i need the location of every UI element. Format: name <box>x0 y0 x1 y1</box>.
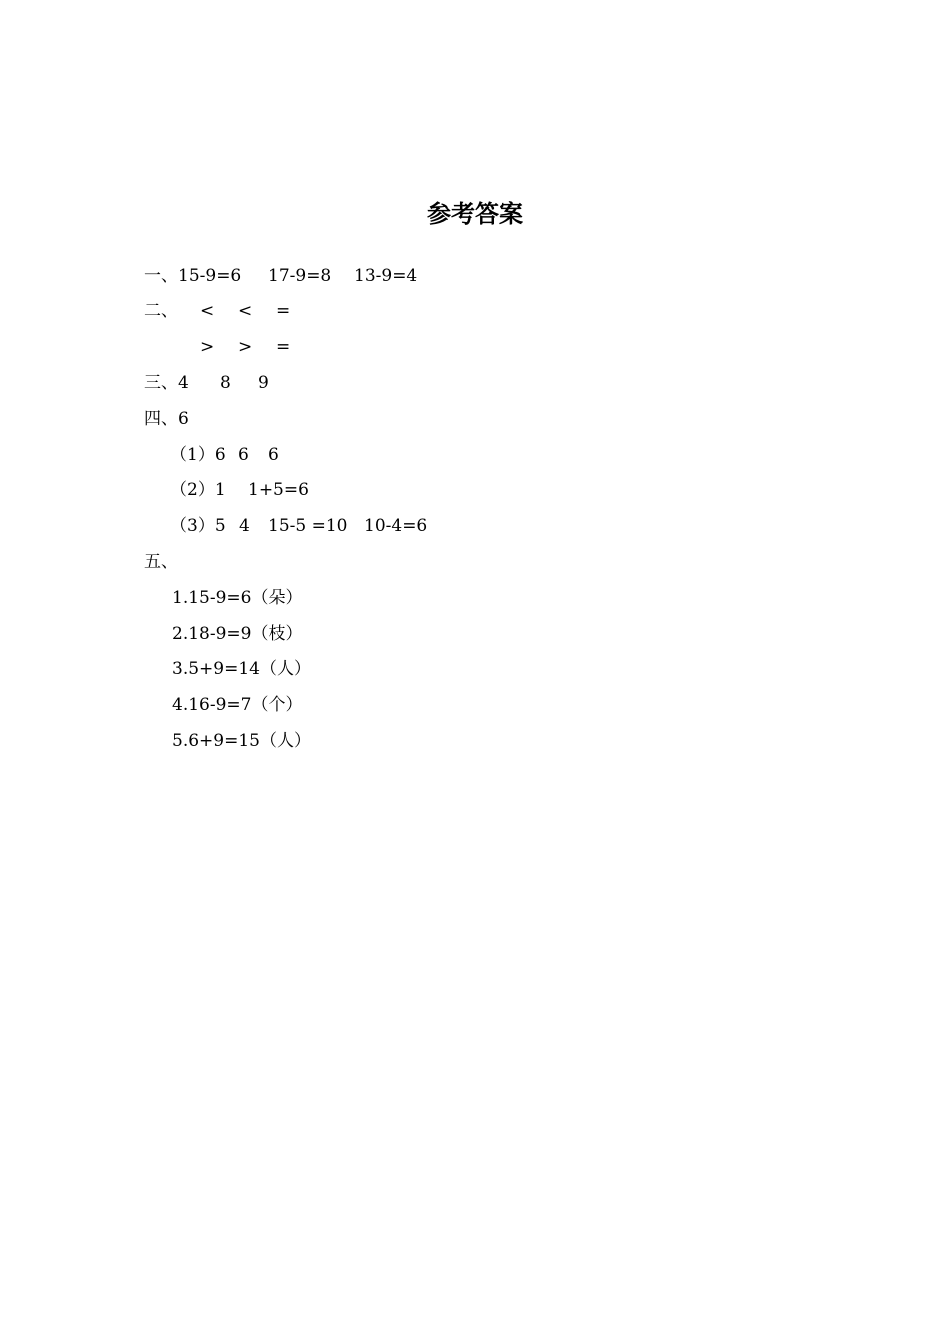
section-2-row2-symbol-1: > <box>200 337 215 357</box>
section-4-q3-answer-2: 4 <box>239 516 250 536</box>
section-2-label: 二、 <box>144 301 178 321</box>
section-5-item-1: 1.15-9=6（朵） <box>172 588 303 608</box>
section-5-label: 五、 <box>144 552 178 572</box>
section-5-item-3: 3.5+9=14（人） <box>172 659 311 679</box>
section-4-q3-answer-4: 10-4=6 <box>364 516 428 536</box>
section-5-item-5: 5.6+9=15（人） <box>172 731 311 751</box>
section-5-item-4: 4.16-9=7（个） <box>172 695 303 715</box>
section-2-row1-symbol-1: < <box>200 301 215 321</box>
section-4-q1-answer-2: 6 <box>238 445 249 465</box>
section-1-answer-2: 17-9=8 <box>268 266 332 286</box>
section-4-q2-answer-1: （2）1 <box>170 480 226 500</box>
section-4-q1-answer-3: 6 <box>268 445 279 465</box>
section-1-label: 一、15-9=6 <box>144 266 242 286</box>
section-4-q1-answer-1: （1）6 <box>170 445 226 465</box>
section-3-label: 三、4 <box>144 373 189 393</box>
section-4-q3-answer-1: （3）5 <box>170 516 226 536</box>
section-5-item-2: 2.18-9=9（枝） <box>172 624 303 644</box>
section-2-row2-symbol-2: > <box>238 337 253 357</box>
section-3-answer-3: 9 <box>258 373 269 393</box>
section-2-row1-symbol-3: = <box>276 301 291 321</box>
section-1-answer-3: 13-9=4 <box>354 266 418 286</box>
section-4-label: 四、6 <box>144 409 189 429</box>
page-title: 参考答案 <box>427 200 523 228</box>
section-2-row1-symbol-2: < <box>238 301 253 321</box>
section-4-q3-answer-3: 15-5 =10 <box>268 516 348 536</box>
section-2-row2-symbol-3: = <box>276 337 291 357</box>
section-4-q2-answer-2: 1+5=6 <box>248 480 309 500</box>
section-3-answer-2: 8 <box>220 373 231 393</box>
